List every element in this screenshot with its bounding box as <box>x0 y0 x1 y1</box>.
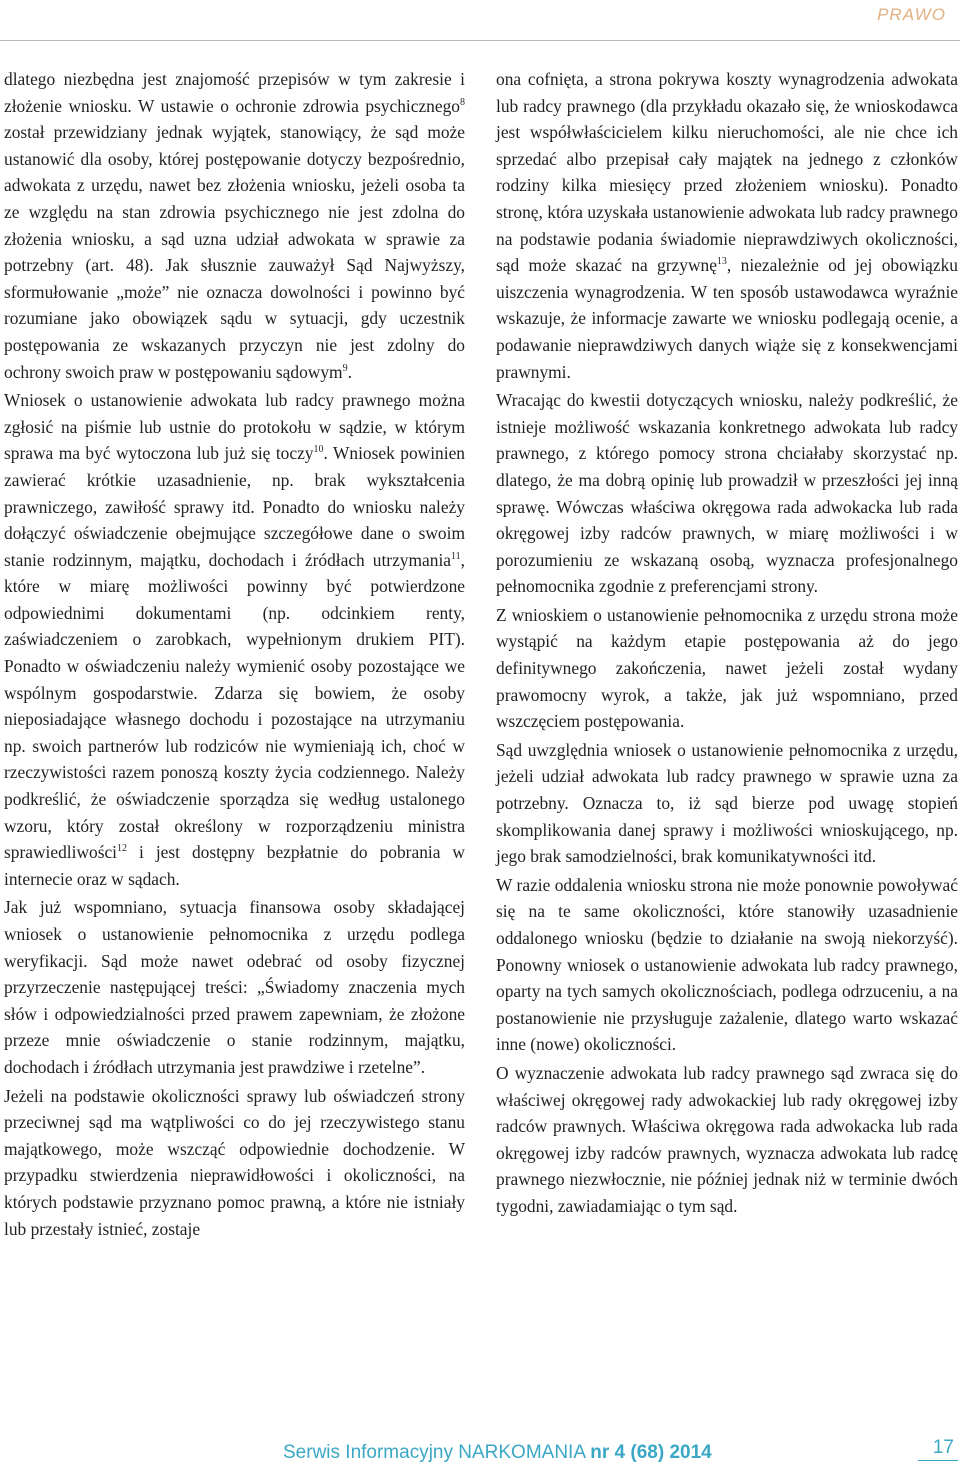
paragraph <box>496 602 958 735</box>
paragraph <box>496 1060 958 1220</box>
paragraph <box>496 66 958 385</box>
paragraph <box>4 1083 465 1243</box>
left-column <box>4 66 465 1244</box>
text-run: został przewidziany jednak wyjątek, stanowiący, że sąd może ustanowić dla osoby, której postępowanie dotyczy bezpośrednio, adwokata z urzędu, nawet bez złożenia wniosku, jeżeli osoba ta ze względu na stan zdrowia psychicznego nie jest zdolna do złożenia wniosku, a sąd uzna udział adwokata w sprawie za potrzebny (art. 48). Jak słusznie zauważył Sąd Najwyższy, sformułowanie „może” nie oznacza dowolności i powinno być rozumiane jako obowiązek sądu w sytuacji, gdy uczestnik postępowania ze wskazanych przyczyn nie jest zdolny do ochrony swoich praw w postępowaniu sądowym <box>4 122 465 382</box>
footnote-ref: 13 <box>716 256 727 268</box>
footer-publication <box>283 1442 712 1464</box>
right-column <box>496 66 958 1222</box>
paragraph <box>496 737 958 870</box>
footnote-ref: 10 <box>313 444 324 456</box>
text-run: O wyznaczenie adwokata lub radcy prawnego sąd zwraca się do właściwej okręgowej rady adwokackiej lub rady okręgowej izby radców prawnych. Właściwa okręgowa rada adwokacka lub rada okręgowej izby radców prawnych, wyznacza adwokata lub radcę prawnego niezwłocznie, nie później jednak niż w terminie dwóch tygodni, zawiadamiając o tym sąd. <box>496 1062 958 1216</box>
text-run: . Wniosek powinien zawierać krótkie uzasadnienie, np. brak wykształcenia prawniczego, zawiłość sprawy itd. Ponadto do wniosku należy dołączyć oświadczenie obejmujące szczegółowe dane o swoim stanie rodzinnym, majątku, dochodach i źródłach utrzymania <box>4 443 465 570</box>
text-run: ona cofnięta, a strona pokrywa koszty wynagrodzenia adwokata lub radcy prawnego (dla przykładu okazało się, że wnioskodawca jest współwłaścicielem kilku nieruchomości, ale nie chce ich sprzedać albo przepisał cały majątek na jednego z członków rodziny kilka miesięcy przed złożeniem wniosku). Ponadto stronę, która uzyskała ustanowienie adwokata lub radcy prawnego na podstawie podania świadomie nieprawdziwych okoliczności, sąd może skazać na grzywnę <box>496 69 958 276</box>
text-run: , które w miarę możliwości powinny być potwierdzone odpowiednimi dokumentami (np. odcinkiem renty, zaświadczeniem o zarobkach, wypełnionym drukiem PIT). Ponadto w oświadczeniu należy wymienić osoby pozostające we wspólnym gospodarstwie. Zdarza się bowiem, że osoby nieposiadające własnego dochodu i pozostające na utrzymaniu np. swoich partnerów lub rodziców nie wymieniają ich, choć w rzeczywistości razem ponoszą koszty życia codziennego. Należy podkreślić, że oświadczenie sporządza się według ustalonego wzoru, który został określony w rozporządzeniu ministra sprawiedliwości <box>4 549 465 863</box>
header-rule <box>0 40 960 41</box>
section-label: PRAWO <box>877 5 946 24</box>
page-number: 17 <box>932 1437 954 1458</box>
text-run: . <box>347 361 352 382</box>
paragraph <box>4 894 465 1080</box>
text-run: , niezależnie od jej obowiązku uiszczenia wynagrodzenia. W ten sposób ustawodawca wyraźnie wskazuje, że informacje zawarte we wniosku podlegają ocenie, a podawanie nieprawdziwych danych wiąże się z konsekwencjami prawnymi. <box>496 255 958 382</box>
text-run: Wniosek o ustanowienie adwokata lub radcy prawnego można zgłosić na piśmie lub ustnie do protokołu w sądzie, w którym sprawa ma być wytoczona lub już się toczy <box>4 390 465 464</box>
footnote-ref: 8 <box>460 96 465 108</box>
text-run: Z wnioskiem o ustanowienie pełnomocnika z urzędu strona może wystąpić na każdym etapie postępowania aż do jego definitywnego zakończenia, nawet jeżeli został wydany prawomocny wyrok, a także, jak już wspomniano, przed wszczęciem postępowania. <box>496 604 958 732</box>
footnote-ref: 11 <box>451 550 461 562</box>
footnote-ref: 12 <box>117 843 128 855</box>
paragraph <box>496 872 958 1058</box>
issue-number: nr 4 (68) 2014 <box>590 1442 712 1463</box>
publication-title: Serwis Informacyjny NARKOMANIA <box>283 1442 585 1463</box>
text-run: Jeżeli na podstawie okoliczności sprawy lub oświadczeń strony przeciwnej sąd ma wątpliwości co do jej rzeczywistego stanu majątkowego, może wszcząć odpowiednie dochodzenie. W przypadku stwierdzenia nieprawidłowości i okoliczności, na których podstawie przyznano pomoc prawną, a które nie istniały lub przestały istnieć, zostaje <box>4 1085 465 1239</box>
paragraph <box>4 387 465 892</box>
text-run: Sąd uwzględnia wniosek o ustanowienie pełnomocnika z urzędu, jeżeli udział adwokata lub radcy prawnego w sprawie uzna za potrzebny. Oznacza to, iż sąd bierze pod uwagę stopień skomplikowania danej sprawy i możliwości wnioskującego, np. jego brak samodzielności, brak komunikatywności itd. <box>496 739 958 867</box>
footnote-ref: 9 <box>342 362 348 374</box>
text-run: W razie oddalenia wniosku strona nie może ponownie powoływać się na te same okoliczności, które stanowiły uzasadnienie oddalonego wniosku (będzie to działanie na swoją niekorzyść). Ponowny wniosek o ustanowienie adwokata lub radcy prawnego, oparty na tych samych okolicznościach, podlega odrzuceniu, a na postanowienie nie przysługuje zażalenie, dlatego warto wskazać inne (nowe) okoliczności. <box>496 874 958 1055</box>
paragraph <box>496 387 958 600</box>
text-run: i jest dostępny bezpłatnie do pobrania w internecie oraz w sądach. <box>4 842 465 889</box>
text-run: dlatego niezbędna jest znajomość przepisów w tym zakresie i złożenie wniosku. W ustawie o ochronie zdrowia psychicznego <box>4 69 465 116</box>
page-number-underline <box>918 1460 958 1461</box>
paragraph <box>4 66 465 385</box>
text-run: Wracając do kwestii dotyczących wniosku, należy podkreślić, że istnieje możliwość wskazania konkretnego adwokata lub radcy prawnego, z którego pomocy strona chciałaby skorzystać np. dlatego, że ma dobrą opinię lub prowadził w przeszłości jej inną sprawę. Wówczas właściwa okręgowa rada adwokacka lub rada okręgowej izby radców prawnych, w miarę możliwości i w porozumieniu ze wskazaną osobą, wyznacza profesjonalnego pełnomocnika zgodnie z preferencjami strony. <box>496 390 958 597</box>
text-run: Jak już wspomniano, sytuacja finansowa osoby składającej wniosek o ustanowienie pełnomocnika z urzędu podlega weryfikacji. Sąd może nawet odebrać od osoby fizycznej przyrzeczenie następującej treści: „Świadomy znaczenia mych słów i odpowiedzialności przed prawem zapewniam, że złożone przeze mnie oświadczenie o stanie rodzinnym, majątku, dochodach i źródłach utrzymania jest prawdziwe i rzetelne”. <box>4 897 465 1077</box>
